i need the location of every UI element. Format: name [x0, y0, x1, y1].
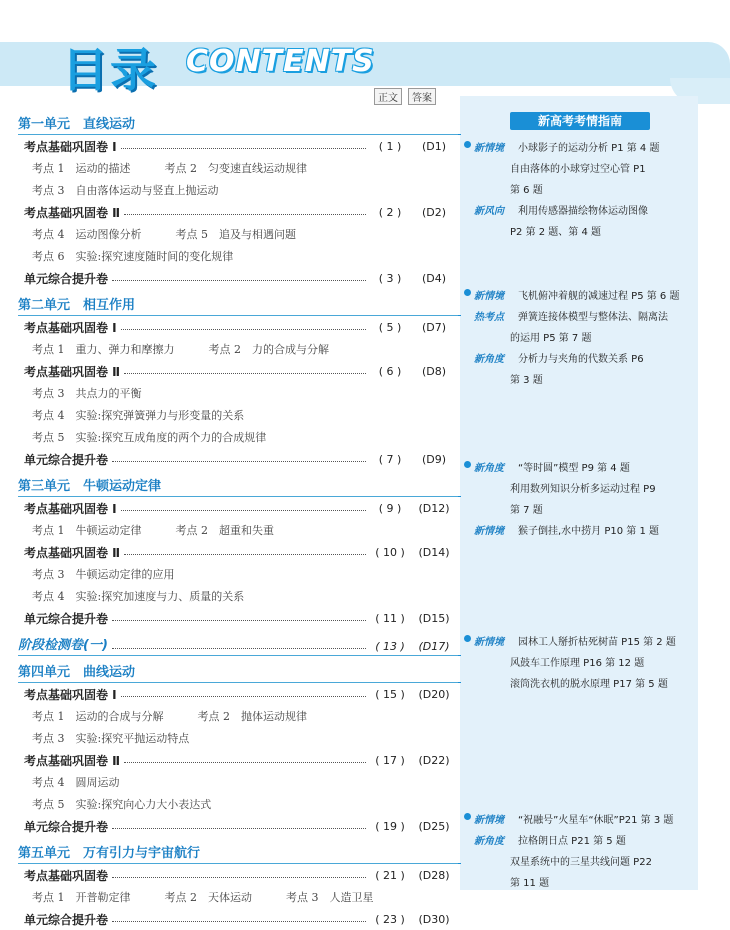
- column-label-text: 正文: [374, 88, 402, 105]
- key-points-row: [18, 519, 458, 541]
- guide-tag: 新情境: [466, 287, 518, 302]
- guide-tag: 新情境: [466, 633, 518, 648]
- page-number: ( 2 ): [378, 205, 402, 219]
- answer-page-number: (D25): [418, 819, 450, 833]
- guide-line: [460, 477, 698, 498]
- leader-dots: [112, 280, 366, 281]
- key-point: 考点 4 运动图像分析: [32, 228, 142, 241]
- stage-title: 阶段检测卷(一): [18, 638, 108, 653]
- key-point: 考点 4 圆周运动: [32, 776, 120, 789]
- page-number: ( 17 ): [375, 753, 405, 767]
- key-point: 考点 1 运动的合成与分解: [32, 710, 164, 723]
- toc-entry[interactable]: [18, 683, 458, 705]
- guide-tag: 新角度: [474, 354, 504, 365]
- toc-entry-label: 考点基础巩固卷 Ⅱ: [24, 753, 121, 768]
- connector-line: [458, 496, 460, 497]
- key-point: 考点 2 力的合成与分解: [208, 343, 329, 356]
- key-point: 考点 3 人造卫星: [286, 891, 374, 904]
- key-points-row: [18, 223, 458, 245]
- key-point: 考点 3 牛顿运动定律的应用: [32, 568, 175, 581]
- key-point: 考点 1 重力、弹力和摩擦力: [32, 343, 175, 356]
- guide-section: [460, 456, 698, 540]
- guide-line: [460, 178, 698, 199]
- key-point: 考点 2 超重和失重: [175, 524, 274, 537]
- unit-title: 第二单元 相互作用: [18, 298, 136, 313]
- guide-text: 利用数列知识分析多运动过程 P9: [510, 484, 656, 495]
- toc-entry-label: 单元综合提升卷: [24, 611, 109, 626]
- toc-entry[interactable]: [18, 749, 458, 771]
- guide-line: [460, 829, 698, 850]
- guide-text: “等时圆”模型 P9 第 4 题: [518, 463, 630, 474]
- toc-entry[interactable]: [18, 864, 458, 886]
- answer-page-number: (D28): [418, 868, 450, 882]
- key-points-row: [18, 793, 458, 815]
- answer-page-number: (D8): [421, 364, 447, 378]
- guide-tag: 热考点: [474, 312, 504, 323]
- key-point: 考点 1 开普勒定律: [32, 891, 131, 904]
- toc-entry-label: 单元综合提升卷: [24, 452, 109, 467]
- guide-text: 滚筒洗衣机的脱水原理 P17 第 5 题: [510, 679, 668, 690]
- toc-entry-label: 考点基础巩固卷 Ⅰ: [24, 139, 117, 154]
- key-point: 考点 5 实验:探究互成角度的两个力的合成规律: [32, 431, 267, 444]
- toc-entry-label: 单元综合提升卷: [24, 819, 109, 834]
- guide-text: 猴子倒挂,水中捞月 P10 第 1 题: [518, 526, 660, 537]
- guide-line: [460, 498, 698, 519]
- guide-line: [460, 220, 698, 241]
- key-points-row: [18, 245, 458, 267]
- answer-page-number: (D14): [418, 545, 450, 559]
- toc-entry[interactable]: [18, 497, 458, 519]
- guide-text: 利用传感器描绘物体运动图像: [518, 206, 648, 217]
- key-point: 考点 3 实验:探究平抛运动特点: [32, 732, 190, 745]
- key-points-row: [18, 585, 458, 607]
- guide-tag: 新情境: [466, 811, 518, 826]
- toc-entry-label: 考点基础巩固卷 Ⅱ: [24, 545, 121, 560]
- guide-text: 风鼓车工作原理 P16 第 12 题: [510, 658, 645, 669]
- guide-line: [460, 347, 698, 368]
- guide-text: 第 7 题: [510, 505, 543, 516]
- guide-tag: 新情境: [466, 139, 518, 154]
- guide-line: [460, 157, 698, 178]
- stage-test-heading[interactable]: [18, 631, 458, 656]
- page-number: ( 11 ): [375, 611, 405, 625]
- key-points-row: [18, 705, 458, 727]
- toc-entry[interactable]: [18, 316, 458, 338]
- table-of-contents: [18, 108, 458, 930]
- page-number: ( 21 ): [375, 868, 405, 882]
- guide-text: 双星系统中的三星共线问题 P22: [510, 857, 652, 868]
- page-number: ( 15 ): [375, 687, 405, 701]
- leader-dots: [121, 148, 366, 149]
- key-points-row: [18, 563, 458, 585]
- answer-page-number: (D30): [418, 912, 450, 926]
- guide-line: [460, 456, 698, 477]
- guide-text: 弹簧连接体模型与整体法、隔离法: [518, 312, 668, 323]
- toc-entry-label: 考点基础巩固卷: [24, 868, 109, 883]
- unit-title: 第三单元 牛顿运动定律: [18, 479, 162, 494]
- guide-tag: 新情境: [474, 526, 504, 537]
- guide-line: [460, 630, 698, 651]
- guide-text: 小球影子的运动分析 P1 第 4 题: [518, 143, 660, 154]
- page-title-english: CONTENTS: [186, 44, 375, 79]
- key-points-row: [18, 404, 458, 426]
- column-labels: [374, 88, 442, 105]
- answer-page-number: (D15): [418, 611, 450, 625]
- toc-entry[interactable]: [18, 267, 458, 289]
- key-points-row: [18, 771, 458, 793]
- key-points-row: [18, 382, 458, 404]
- key-point: 考点 1 牛顿运动定律: [32, 524, 142, 537]
- guide-line: [460, 136, 698, 157]
- answer-page-number: (D2): [421, 205, 447, 219]
- guide-section: [460, 808, 698, 892]
- toc-entry[interactable]: [18, 360, 458, 382]
- page-number: ( 19 ): [375, 819, 405, 833]
- answer-page-number: (D22): [418, 753, 450, 767]
- answer-page-number: (D1): [421, 139, 447, 153]
- connector-line: [458, 134, 460, 135]
- answer-page-number: (D20): [418, 687, 450, 701]
- toc-entry-label: 考点基础巩固卷 Ⅰ: [24, 687, 117, 702]
- guide-tag: 新风向: [474, 206, 504, 217]
- guide-line: [460, 368, 698, 389]
- page-number: ( 1 ): [378, 139, 402, 153]
- guide-section: [460, 630, 698, 693]
- guide-line: [460, 305, 698, 326]
- connector-line: [458, 315, 460, 316]
- unit-title: 第四单元 曲线运动: [18, 665, 136, 680]
- leader-dots: [124, 214, 366, 215]
- guide-text: 第 11 题: [510, 878, 550, 889]
- page-title: 目录: [62, 43, 158, 97]
- key-points-row: [18, 157, 458, 179]
- leader-dots: [112, 828, 366, 829]
- guide-text: 分析力与夹角的代数关系 P6: [518, 354, 644, 365]
- key-point: 考点 4 实验:探究弹簧弹力与形变量的关系: [32, 409, 245, 422]
- unit-title: 第五单元 万有引力与宇宙航行: [18, 846, 201, 861]
- guide-section: [460, 284, 698, 389]
- guide-text: 园林工人掰折枯死树苗 P15 第 2 题: [518, 637, 676, 648]
- guide-text: 拉格朗日点 P21 第 5 题: [518, 836, 626, 847]
- key-point: 考点 3 自由落体运动与竖直上抛运动: [32, 184, 219, 197]
- key-point: 考点 5 追及与相遇问题: [175, 228, 296, 241]
- key-point: 考点 1 运动的描述: [32, 162, 131, 175]
- toc-entry[interactable]: [18, 607, 458, 629]
- toc-entry[interactable]: [18, 908, 458, 930]
- guide-text: 第 6 题: [510, 185, 543, 196]
- toc-entry[interactable]: [18, 541, 458, 563]
- key-points-row: [18, 727, 458, 749]
- leader-dots: [121, 329, 366, 330]
- guide-line: [460, 672, 698, 693]
- guide-text: 第 3 题: [510, 375, 543, 386]
- unit-heading: [18, 658, 458, 683]
- toc-entry-label: 单元综合提升卷: [24, 912, 109, 927]
- toc-entry-label: 考点基础巩固卷 Ⅱ: [24, 205, 121, 220]
- connector-line: [458, 863, 460, 864]
- guide-line: [460, 850, 698, 871]
- page-number: ( 6 ): [378, 364, 402, 378]
- toc-entry-label: 考点基础巩固卷 Ⅰ: [24, 320, 117, 335]
- page-number: ( 5 ): [378, 320, 402, 334]
- guide-text: 自由落体的小球穿过空心管 P1: [510, 164, 646, 175]
- leader-dots: [121, 510, 366, 511]
- unit-heading: [18, 839, 458, 864]
- leader-dots: [112, 461, 366, 462]
- page-number: ( 10 ): [375, 545, 405, 559]
- column-label-answer: 答案: [408, 88, 436, 105]
- page-number: ( 7 ): [378, 452, 402, 466]
- key-points-row: [18, 426, 458, 448]
- unit-heading: [18, 291, 458, 316]
- answer-page-number: (D4): [421, 271, 447, 285]
- key-point: 考点 3 共点力的平衡: [32, 387, 142, 400]
- leader-dots: [112, 648, 366, 649]
- key-points-row: [18, 338, 458, 360]
- leader-dots: [112, 620, 366, 621]
- leader-dots: [121, 696, 366, 697]
- toc-entry[interactable]: [18, 448, 458, 470]
- key-point: 考点 2 天体运动: [164, 891, 252, 904]
- leader-dots: [112, 921, 366, 922]
- answer-page-number: (D9): [421, 452, 447, 466]
- key-point: 考点 5 实验:探究向心力大小表达式: [32, 798, 212, 811]
- guide-text: P2 第 2 题、第 4 题: [510, 227, 602, 238]
- toc-entry[interactable]: [18, 815, 458, 837]
- page-number: ( 23 ): [375, 912, 405, 926]
- page-number: ( 3 ): [378, 271, 402, 285]
- exam-guide-panel: [460, 96, 698, 890]
- key-points-row: [18, 886, 458, 908]
- leader-dots: [112, 877, 366, 878]
- toc-entry-label: 考点基础巩固卷 Ⅰ: [24, 501, 117, 516]
- unit-heading: [18, 472, 458, 497]
- guide-tag: 新角度: [466, 459, 518, 474]
- guide-line: [460, 651, 698, 672]
- answer-page-number: (D17): [418, 640, 450, 653]
- guide-line: [460, 284, 698, 305]
- answer-page-number: (D12): [418, 501, 450, 515]
- key-point: 考点 2 抛体运动规律: [197, 710, 307, 723]
- guide-text: 的运用 P5 第 7 题: [510, 333, 592, 344]
- key-point: 考点 4 实验:探究加速度与力、质量的关系: [32, 590, 245, 603]
- guide-text: “祝融号”火星车“休眠”P21 第 3 题: [518, 815, 674, 826]
- key-points-row: [18, 179, 458, 201]
- leader-dots: [124, 554, 366, 555]
- exam-guide-title: 新高考考情指南: [510, 112, 650, 130]
- key-point: 考点 6 实验:探究速度随时间的变化规律: [32, 250, 234, 263]
- guide-line: [460, 871, 698, 892]
- page-number: ( 13 ): [375, 640, 405, 653]
- leader-dots: [124, 373, 366, 374]
- toc-entry[interactable]: [18, 201, 458, 223]
- page-number: ( 9 ): [378, 501, 402, 515]
- guide-line: [460, 326, 698, 347]
- unit-title: 第一单元 直线运动: [18, 117, 136, 132]
- guide-line: [460, 199, 698, 220]
- guide-tag: 新角度: [474, 836, 504, 847]
- connector-line: [458, 682, 460, 683]
- unit-heading: [18, 110, 458, 135]
- toc-entry-label: 单元综合提升卷: [24, 271, 109, 286]
- toc-entry[interactable]: [18, 135, 458, 157]
- guide-line: [460, 808, 698, 829]
- guide-line: [460, 519, 698, 540]
- guide-text: 飞机俯冲着舰的减速过程 P5 第 6 题: [518, 291, 680, 302]
- key-point: 考点 2 匀变速直线运动规律: [164, 162, 307, 175]
- connector-line: [458, 655, 460, 656]
- answer-page-number: (D7): [421, 320, 447, 334]
- guide-section: [460, 136, 698, 241]
- leader-dots: [124, 762, 366, 763]
- toc-entry-label: 考点基础巩固卷 Ⅱ: [24, 364, 121, 379]
